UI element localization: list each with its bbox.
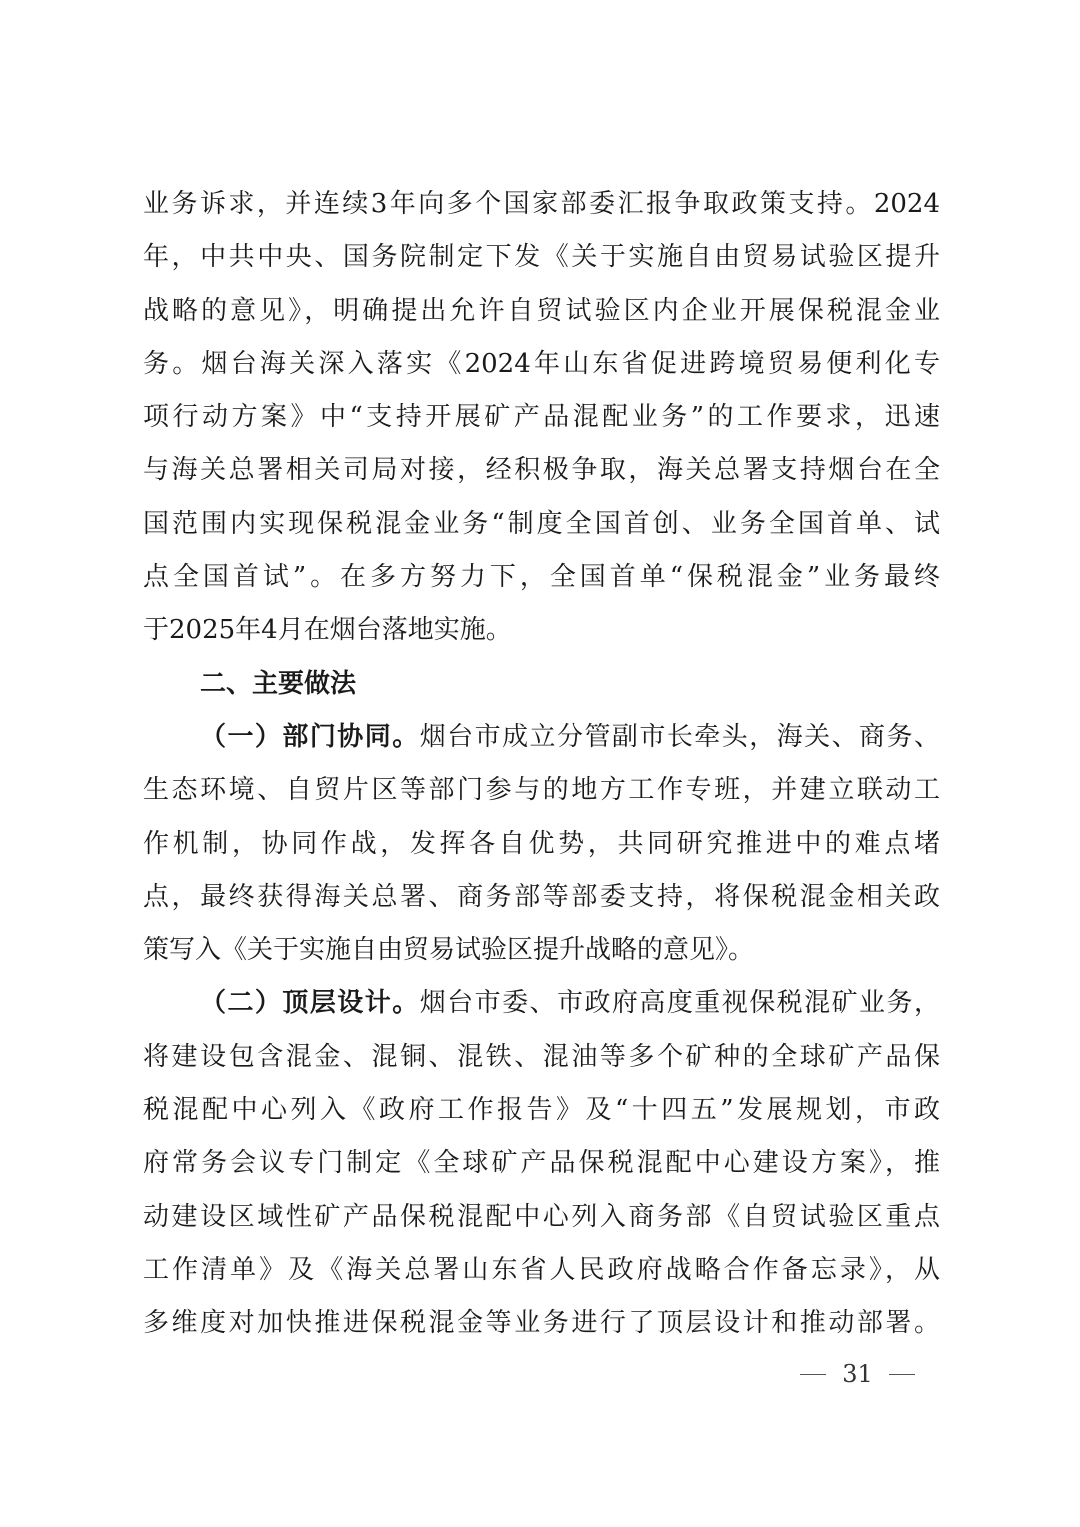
text-line: 项行动方案》中“支持开展矿产品混配业务”的工作要求，迅速 [143, 402, 940, 433]
paragraph-top-level-design [143, 977, 940, 1350]
paragraph-background [143, 178, 940, 658]
text-line: 动建设区域性矿产品保税混配中心列入商务部《自贸试验区重点 [143, 1201, 940, 1232]
text-line: 业务诉求，并连续3年向多个国家部委汇报争取政策支持。2024 [143, 189, 940, 219]
text-line: 将建设包含混金、混铜、混铁、混油等多个矿种的全球矿产品保 [143, 1041, 940, 1072]
text-line: 点，最终获得海关总署、商务部等部委支持，将保税混金相关政 [143, 881, 940, 912]
text-line: 战略的意见》，明确提出允许自贸试验区内企业开展保税混金业 [143, 295, 940, 326]
text-line: 工作清单》及《海关总署山东省人民政府战略合作备忘录》，从 [143, 1254, 940, 1285]
text-line: 点全国首试”。在多方努力下，全国首单“保税混金”业务最终 [143, 562, 940, 593]
paragraph-title: （二）顶层设计。 [200, 988, 420, 1019]
text-line: 府常务会议专门制定《全球矿产品保税混配中心建设方案》，推 [143, 1148, 940, 1179]
section-heading: 二、主要做法 [200, 668, 357, 699]
paragraph-department-coordination [143, 711, 940, 977]
document-body [143, 178, 940, 1351]
text-line: 务。烟台海关深入落实《2024年山东省促进跨境贸易便利化专 [143, 348, 940, 379]
page-number-text: 31 [842, 1360, 873, 1388]
text-line: 国范围内实现保税混金业务“制度全国首创、业务全国首单、试 [143, 508, 940, 539]
text-line: 于2025年4月在烟台落地实施。 [143, 615, 512, 646]
text-line: 与海关总署相关司局对接，经积极争取，海关总署支持烟台在全 [143, 455, 940, 486]
text-span: 烟台市成立分管副市长牵头，海关、商务、 [419, 721, 940, 752]
paragraph-title: （一）部门协同。 [200, 721, 420, 752]
text-line [143, 711, 940, 764]
text-line: 税混配中心列入《政府工作报告》及“十四五”发展规划，市政 [143, 1095, 940, 1126]
text-line: 作机制，协同作战，发挥各自优势，共同研究推进中的难点堵 [143, 828, 940, 859]
text-line: 生态环境、自贸片区等部门参与的地方工作专班，并建立联动工 [143, 775, 940, 806]
text-line [143, 977, 940, 1030]
text-line: 年，中共中央、国务院制定下发《关于实施自由贸易试验区提升 [143, 242, 940, 273]
text-line: 多维度对加快推进保税混金等业务进行了顶层设计和推动部署。 [143, 1308, 940, 1339]
text-span: 烟台市委、市政府高度重视保税混矿业务， [419, 988, 940, 1019]
dash-right [889, 1374, 915, 1375]
text-line: 策写入《关于实施自由贸易试验区提升战略的意见》。 [143, 935, 755, 966]
page-number [800, 1360, 915, 1388]
dash-left [800, 1374, 826, 1375]
